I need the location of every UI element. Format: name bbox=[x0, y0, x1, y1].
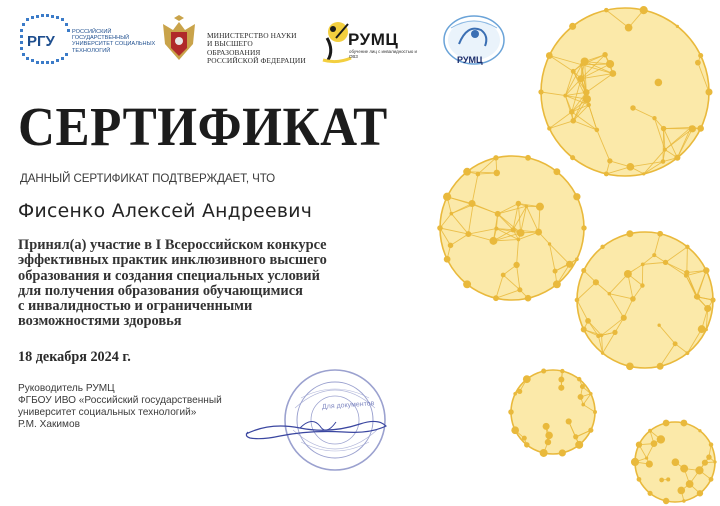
sphere-node bbox=[627, 163, 635, 171]
signer-line: университет социальных технологий» bbox=[18, 407, 197, 419]
sphere-node bbox=[621, 315, 627, 321]
sphere-node bbox=[655, 79, 663, 87]
network-sphere bbox=[508, 369, 597, 457]
sphere-node bbox=[657, 231, 663, 237]
sphere-node bbox=[493, 155, 498, 160]
sphere-node bbox=[553, 168, 560, 175]
stamp-label: Для документов bbox=[321, 400, 375, 411]
sphere-node bbox=[640, 283, 645, 288]
sphere-node bbox=[648, 429, 652, 433]
sphere-node bbox=[674, 155, 680, 161]
sphere-node bbox=[463, 168, 471, 176]
recipient-name: Фисенко Алексей Андреевич bbox=[18, 201, 313, 222]
sphere-node bbox=[698, 325, 706, 333]
ministry-caption-line: И ВЫСШЕГО ОБРАЗОВАНИЯ bbox=[207, 39, 261, 57]
sphere-node bbox=[593, 279, 599, 285]
sphere-node bbox=[626, 362, 634, 370]
sphere-node bbox=[569, 23, 576, 30]
sphere-node bbox=[548, 242, 551, 245]
sphere-node bbox=[493, 295, 499, 301]
sphere-node bbox=[510, 227, 515, 232]
sphere-node bbox=[593, 410, 597, 414]
sphere-node bbox=[704, 305, 711, 312]
sphere-node bbox=[489, 237, 497, 245]
sphere-node bbox=[469, 200, 476, 207]
sphere-node bbox=[495, 211, 501, 217]
sphere-node bbox=[652, 253, 656, 257]
sphere-node bbox=[545, 439, 551, 445]
sphere-node bbox=[437, 225, 443, 231]
sphere-node bbox=[517, 229, 525, 237]
double-headed-eagle-icon bbox=[157, 14, 201, 64]
sphere-node bbox=[448, 243, 454, 249]
sphere-node bbox=[513, 262, 519, 268]
sphere-node bbox=[516, 201, 521, 206]
sphere-node bbox=[697, 125, 704, 132]
sphere-node bbox=[595, 128, 600, 133]
sphere-node bbox=[463, 280, 471, 288]
sphere-node bbox=[566, 261, 573, 268]
sphere-node bbox=[686, 480, 694, 488]
sphere-node bbox=[659, 478, 664, 483]
body-line: Принял(а) участие в I Всероссийском конкурсе bbox=[18, 237, 327, 253]
sphere-node bbox=[575, 298, 580, 303]
sphere-node bbox=[525, 204, 529, 208]
sphere-node bbox=[517, 389, 522, 394]
sphere-node bbox=[525, 295, 532, 302]
sphere-node bbox=[685, 245, 689, 249]
sphere-node bbox=[570, 118, 576, 124]
sphere-node bbox=[563, 94, 567, 98]
sphere-node bbox=[538, 89, 543, 94]
sphere-node bbox=[575, 441, 583, 449]
sphere-node bbox=[581, 403, 585, 407]
sphere-node bbox=[600, 245, 604, 249]
sphere-node bbox=[685, 351, 689, 355]
sphere-node bbox=[581, 58, 589, 66]
sphere-node bbox=[581, 327, 587, 333]
sphere-node bbox=[698, 429, 701, 432]
sphere-outline bbox=[511, 370, 595, 454]
sphere-node bbox=[657, 363, 664, 370]
sphere-link bbox=[687, 247, 688, 273]
sphere-node bbox=[663, 498, 669, 504]
sphere-node bbox=[508, 409, 514, 415]
body-line: с инвалидностью и ограниченными bbox=[18, 298, 253, 315]
rgu-logo-icon bbox=[20, 14, 70, 64]
sphere-node bbox=[553, 280, 561, 288]
sphere-node bbox=[571, 69, 576, 74]
sphere-node bbox=[606, 60, 614, 68]
signer-block bbox=[18, 383, 222, 431]
sphere-node bbox=[513, 392, 517, 396]
sphere-node bbox=[443, 193, 451, 201]
sphere-node bbox=[553, 269, 558, 274]
sphere-node bbox=[694, 294, 700, 300]
sphere-node bbox=[709, 477, 714, 482]
ministry-logo bbox=[157, 14, 307, 64]
body-line: для получения образования обучающимися bbox=[18, 282, 303, 299]
sphere-node bbox=[578, 75, 585, 82]
sphere-node bbox=[522, 436, 527, 441]
sphere-node bbox=[612, 330, 617, 335]
ministry-caption-line: РОССИЙСКОЙ ФЕДЕРАЦИИ bbox=[207, 55, 306, 65]
sphere-node bbox=[573, 434, 578, 439]
sphere-node bbox=[608, 292, 612, 296]
sphere-node bbox=[596, 334, 600, 338]
sphere-node bbox=[672, 458, 680, 466]
sphere-node bbox=[494, 227, 498, 231]
sphere-node bbox=[581, 268, 586, 273]
sphere-node bbox=[578, 394, 584, 400]
sphere-node bbox=[517, 238, 521, 242]
sphere-node bbox=[587, 103, 591, 107]
sphere-node bbox=[545, 432, 553, 440]
sphere-node bbox=[465, 231, 471, 237]
sphere-node bbox=[698, 53, 703, 58]
sphere-node bbox=[641, 263, 645, 267]
sphere-node bbox=[604, 171, 609, 176]
signer-line: ФГБОУ ИВО «Российский государственный bbox=[18, 395, 222, 407]
sphere-node bbox=[666, 477, 670, 481]
sphere-node bbox=[585, 318, 591, 324]
rgu-caption: РОССИЙСКИЙ ГОСУДАРСТВЕННЫЙ УНИВЕРСИТЕТ СОЦИАЛЬНЫХ ТЕХНОЛОГИЙ bbox=[72, 29, 156, 54]
network-sphere bbox=[575, 230, 716, 370]
sphere-node bbox=[636, 441, 642, 447]
certificate-subtitle: ДАННЫЙ СЕРТИФИКАТ ПОДТВЕРЖДАЕТ, ЧТО bbox=[20, 172, 276, 185]
signer-line: Руководитель РУМЦ bbox=[18, 383, 115, 394]
ministry-caption-line: МИНИСТЕРСТВО НАУКИ bbox=[207, 31, 297, 40]
sphere-node bbox=[540, 449, 548, 457]
handwritten-signature bbox=[240, 404, 390, 450]
sphere-node bbox=[558, 385, 564, 391]
sphere-node bbox=[689, 125, 696, 132]
sphere-node bbox=[609, 70, 616, 77]
sphere-node bbox=[663, 260, 668, 265]
sphere-node bbox=[705, 88, 712, 95]
rumc-subcaption: обучение лиц с инвалидностью и ОВЗ bbox=[349, 49, 417, 59]
sphere-node bbox=[517, 287, 522, 292]
sphere-node bbox=[682, 499, 686, 503]
rumc-name: РУМЦ bbox=[348, 30, 399, 49]
sphere-node bbox=[637, 477, 642, 482]
sphere-node bbox=[511, 426, 519, 434]
sphere-node bbox=[494, 170, 501, 177]
sphere-node bbox=[626, 230, 633, 237]
sphere-node bbox=[525, 155, 531, 161]
sphere-node bbox=[602, 52, 607, 57]
sphere-outline bbox=[577, 232, 713, 368]
sphere-node bbox=[569, 109, 575, 115]
sphere-node bbox=[709, 442, 713, 446]
sphere-node bbox=[501, 273, 506, 278]
sphere-node bbox=[476, 172, 481, 177]
decorative-network-spheres bbox=[430, 0, 720, 506]
sphere-node bbox=[684, 270, 689, 275]
body-line: эффективных практик инклюзивного высшего bbox=[18, 252, 327, 269]
sphere-node bbox=[523, 375, 531, 383]
sphere-node bbox=[697, 490, 703, 496]
certificate-body bbox=[18, 238, 398, 330]
sphere-node bbox=[657, 435, 665, 443]
sphere-node bbox=[695, 466, 703, 474]
sphere-node bbox=[661, 159, 666, 164]
sphere-node bbox=[661, 126, 666, 131]
sphere-node bbox=[651, 440, 658, 447]
sphere-node bbox=[680, 465, 688, 473]
sphere-node bbox=[577, 377, 581, 381]
sphere-node bbox=[702, 460, 708, 466]
sphere-node bbox=[680, 420, 687, 427]
sphere-node bbox=[677, 487, 685, 495]
network-sphere bbox=[538, 6, 712, 176]
sphere-node bbox=[624, 270, 632, 278]
sphere-node bbox=[601, 351, 604, 354]
sphere-node bbox=[583, 95, 591, 103]
rumc-logo bbox=[322, 16, 422, 68]
sphere-node bbox=[663, 420, 670, 427]
sphere-node bbox=[573, 193, 580, 200]
sphere-node bbox=[657, 324, 660, 327]
sphere-node bbox=[625, 24, 633, 32]
sphere-node bbox=[604, 8, 609, 13]
sphere-node bbox=[570, 155, 575, 160]
sphere-node bbox=[607, 158, 612, 163]
network-sphere bbox=[437, 155, 586, 302]
sphere-node bbox=[648, 491, 653, 496]
sphere-node bbox=[589, 392, 592, 395]
sphere-node bbox=[706, 454, 711, 459]
sphere-node bbox=[560, 369, 564, 373]
body-line: образования и создания специальных условий bbox=[18, 267, 320, 284]
sphere-node bbox=[631, 458, 639, 466]
sphere-node bbox=[663, 148, 667, 152]
sphere-node bbox=[566, 418, 572, 424]
certificate-title: СЕРТИФИКАТ bbox=[18, 96, 388, 157]
sphere-node bbox=[705, 328, 708, 331]
sphere-node bbox=[676, 25, 679, 28]
sphere-node bbox=[535, 229, 542, 236]
sphere-node bbox=[581, 225, 586, 230]
sphere-node bbox=[543, 423, 550, 430]
rgu-rumc-name: РУМЦ bbox=[457, 55, 483, 65]
sphere-node bbox=[547, 126, 551, 130]
sphere-node bbox=[558, 377, 564, 383]
body-line: возможностями здоровья bbox=[18, 313, 182, 330]
sphere-node bbox=[646, 461, 653, 468]
sphere-node bbox=[642, 172, 645, 175]
sphere-node bbox=[524, 442, 530, 448]
sphere-node bbox=[536, 203, 544, 211]
sphere-node bbox=[640, 6, 648, 14]
signer-line: Р.М. Хакимов bbox=[18, 419, 80, 431]
sphere-node bbox=[444, 256, 451, 263]
sphere-node bbox=[583, 89, 590, 96]
rgu-logo bbox=[20, 14, 155, 64]
sphere-node bbox=[588, 428, 593, 433]
sphere-node bbox=[695, 60, 701, 66]
sphere-node bbox=[630, 296, 636, 302]
sphere-node bbox=[630, 105, 635, 110]
sphere-node bbox=[703, 267, 709, 273]
certificate-date: 18 декабря 2024 г. bbox=[18, 349, 131, 365]
sphere-node bbox=[450, 212, 454, 216]
sphere-node bbox=[673, 341, 678, 346]
sphere-node bbox=[652, 116, 656, 120]
ministry-caption bbox=[207, 32, 307, 65]
svg-text:РГУ: РГУ bbox=[27, 33, 55, 50]
sphere-node bbox=[713, 460, 716, 463]
sphere-node bbox=[541, 369, 546, 374]
sphere-node bbox=[559, 449, 566, 456]
sphere-node bbox=[710, 297, 715, 302]
network-sphere bbox=[631, 420, 717, 505]
sphere-node bbox=[546, 52, 553, 59]
sphere-node bbox=[575, 257, 579, 261]
sphere-node bbox=[645, 456, 648, 459]
sphere-node bbox=[580, 384, 585, 389]
